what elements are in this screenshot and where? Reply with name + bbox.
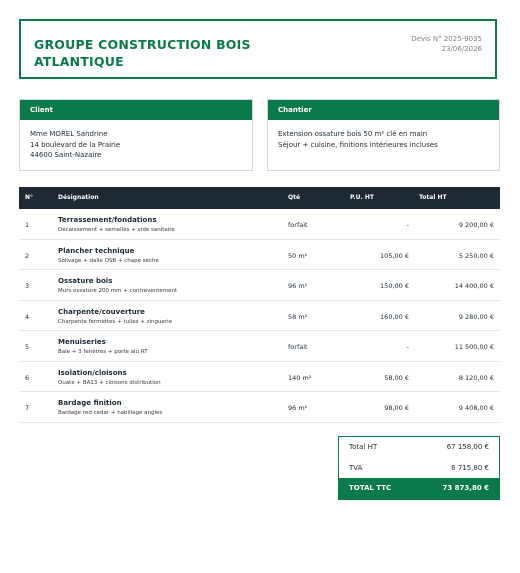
- company-name: GROUPE CONSTRUCTION BOIS ATLANTIQUE: [34, 37, 251, 69]
- document-header: [19, 19, 497, 79]
- row-title: Plancher technique: [58, 246, 135, 255]
- row-title: Ossature bois: [58, 277, 113, 285]
- client-street: 14 boulevard de la Prairie: [30, 140, 121, 149]
- row-title: Charpente/couverture: [58, 307, 145, 316]
- row-total: 14 400,00 €: [454, 282, 494, 290]
- total-ht-label: Total HT: [349, 443, 378, 451]
- total-ttc-row: [339, 478, 499, 499]
- quote-number: Devis N° 2025-9035: [411, 35, 482, 43]
- total-ttc-value: 73 873,80 €: [442, 484, 489, 492]
- row-title: Isolation/cloisons: [58, 368, 127, 377]
- row-num: 7: [25, 404, 30, 412]
- row-qty: forfait: [288, 221, 308, 229]
- client-details: [20, 120, 252, 170]
- row-title: Terrassement/fondations: [58, 216, 157, 224]
- row-unit-price: -: [406, 343, 409, 351]
- row-title: Bardage finition: [58, 399, 122, 407]
- row-num: 4: [25, 312, 30, 321]
- row-total: 9 408,00 €: [458, 404, 494, 412]
- row-unit-price: 98,00 €: [384, 404, 409, 412]
- quote-table: [19, 187, 500, 423]
- client-heading: Client: [20, 100, 252, 120]
- site-card: [267, 99, 500, 171]
- header-total: Total HT: [419, 194, 447, 201]
- row-unit-price: 58,00 €: [384, 373, 409, 382]
- tva-row: [339, 458, 499, 479]
- row-description: Décaissement + semelles + vide sanitaire: [58, 227, 175, 233]
- quote-meta: [411, 34, 482, 54]
- client-card: [19, 99, 253, 171]
- row-unit-price: 105,00 €: [380, 251, 409, 260]
- client-city: 44600 Saint-Nazaire: [30, 151, 102, 159]
- total-ht-row: [339, 437, 499, 458]
- table-row: [19, 362, 500, 393]
- row-qty: 96 m²: [288, 282, 308, 290]
- header-qty: Qté: [288, 194, 301, 201]
- row-total: 9 280,00 €: [458, 312, 494, 321]
- tva-value: 6 715,80 €: [451, 463, 489, 472]
- row-qty: forfait: [288, 343, 308, 351]
- row-qty: 58 m²: [288, 312, 308, 321]
- row-total: 8 120,00 €: [458, 373, 494, 382]
- client-name: Mme MOREL Sandrine: [30, 130, 108, 138]
- total-ht-value: 67 158,00 €: [446, 443, 489, 451]
- table-row: [19, 270, 500, 301]
- row-description: Baie + 3 fenêtres + porte alu RT: [58, 349, 148, 355]
- row-unit-price: 160,00 €: [380, 312, 409, 321]
- header-num: N°: [25, 194, 34, 201]
- table-row: [19, 209, 500, 240]
- row-description: Ouate + BA13 + cloisons distribution: [58, 379, 161, 386]
- row-qty: 140 m²: [288, 373, 312, 382]
- site-line-2: Séjour + cuisine, finitions intérieures incluses: [278, 140, 438, 149]
- table-row: [19, 301, 500, 332]
- site-heading: Chantier: [268, 100, 499, 120]
- quote-date: 23/06/2026: [441, 45, 482, 53]
- header-unit-price: P.U. HT: [350, 194, 374, 201]
- table-header: [19, 187, 500, 209]
- row-qty: 50 m²: [288, 251, 308, 260]
- row-total: 5 250,00 €: [458, 251, 494, 260]
- row-qty: 96 m²: [288, 404, 308, 412]
- site-details: [268, 120, 499, 159]
- totals-box: [338, 436, 500, 500]
- row-description: Bardage red cedar + habillage angles: [58, 410, 163, 416]
- row-title: Menuiseries: [58, 338, 106, 346]
- row-description: Solivage + dalle OSB + chape sèche: [58, 257, 159, 264]
- row-unit-price: 150,00 €: [380, 282, 409, 290]
- row-num: 6: [25, 373, 30, 382]
- row-num: 1: [25, 221, 30, 229]
- table-body: [19, 209, 500, 423]
- row-description: Murs ossature 200 mm + contreventement: [58, 288, 178, 294]
- tva-label: TVA: [349, 463, 363, 472]
- header-designation: Désignation: [58, 194, 99, 201]
- row-description: Charpente fermettes + tuiles + zinguerie: [58, 318, 172, 325]
- row-num: 2: [25, 251, 30, 260]
- row-total: 9 200,00 €: [458, 221, 494, 229]
- row-num: 5: [25, 343, 30, 351]
- site-line-1: Extension ossature bois 50 m² clé en main: [278, 130, 428, 138]
- table-row: [19, 331, 500, 362]
- row-total: 11 500,00 €: [454, 343, 494, 351]
- table-row: [19, 240, 500, 271]
- table-row: [19, 392, 500, 423]
- total-ttc-label: TOTAL TTC: [349, 484, 392, 492]
- row-num: 3: [25, 282, 30, 290]
- row-unit-price: -: [406, 221, 409, 229]
